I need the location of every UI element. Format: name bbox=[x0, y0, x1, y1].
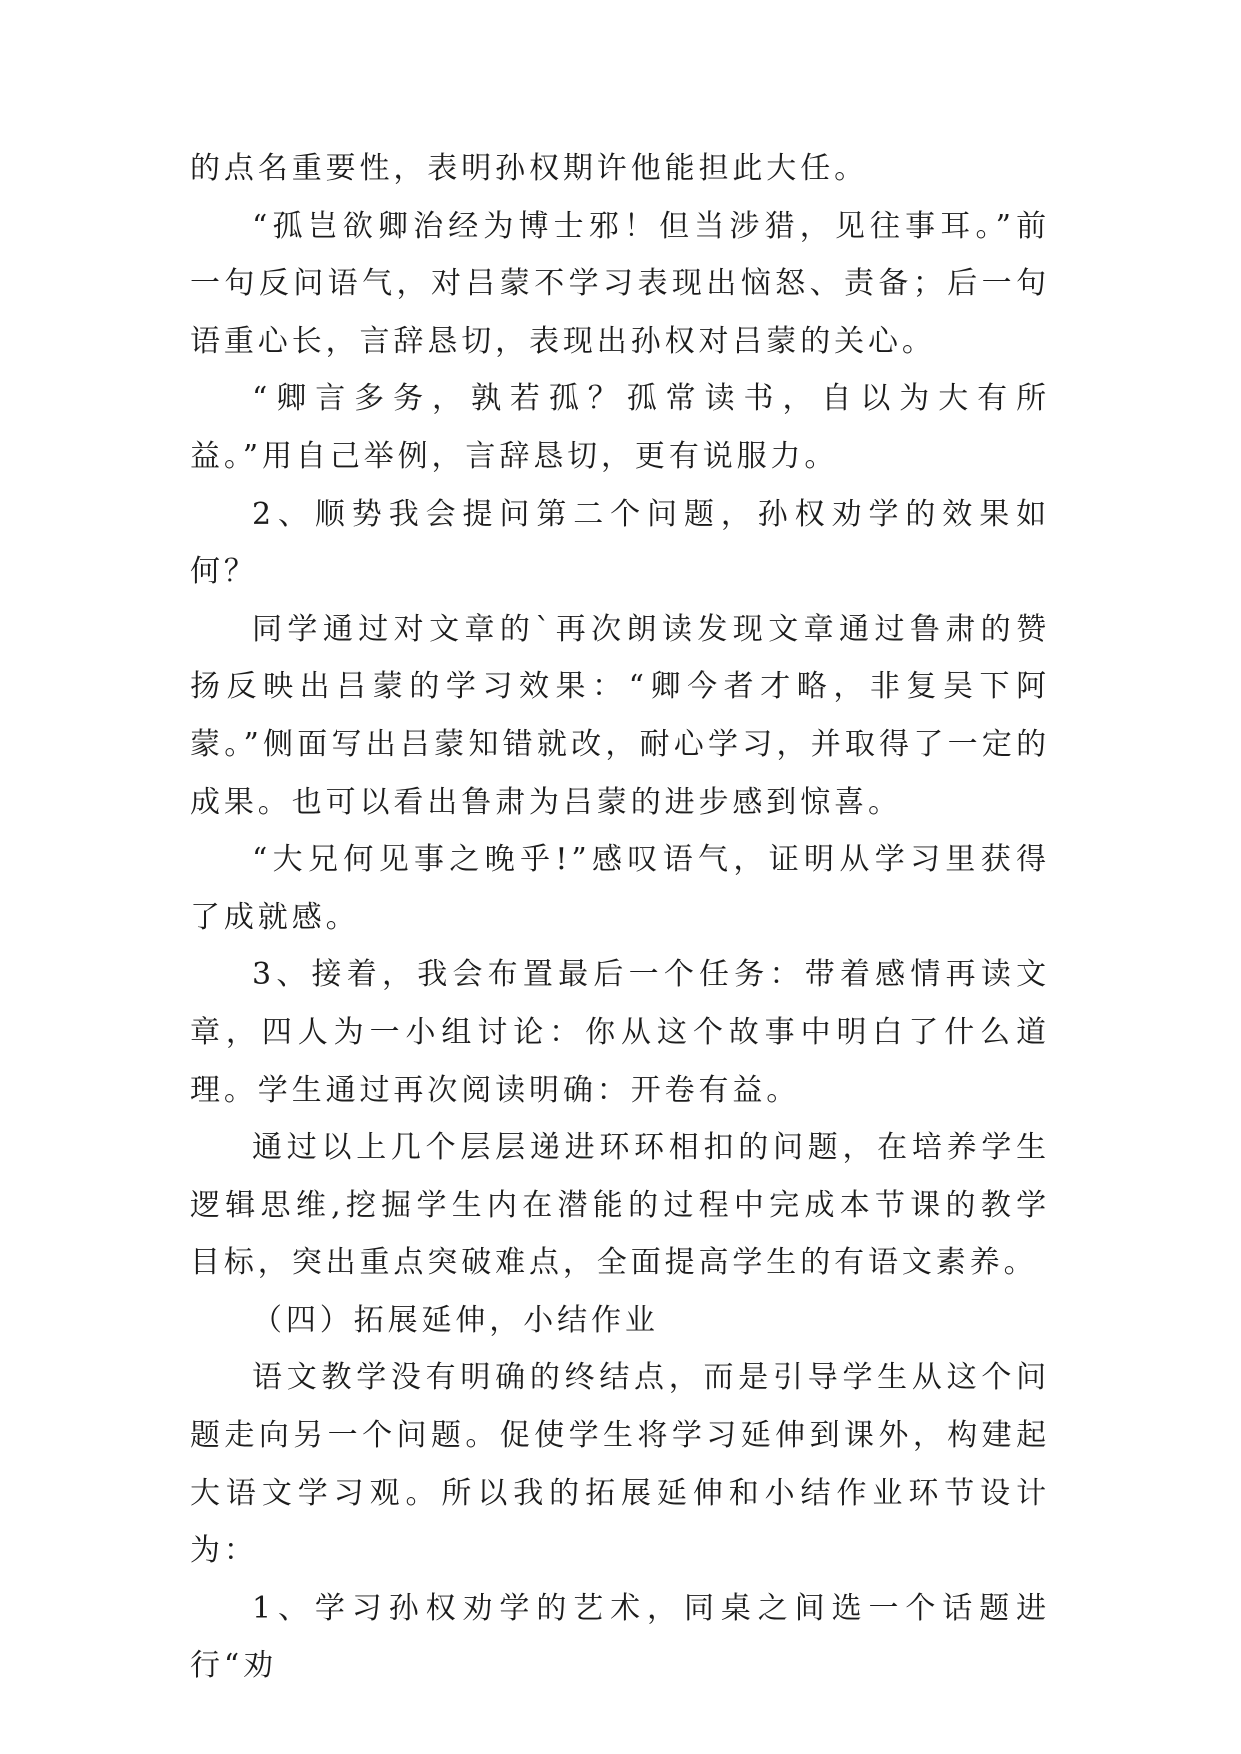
document-page bbox=[190, 140, 1050, 1695]
paragraph-6: “大兄何见事之晚乎!”感叹语气，证明从学习里获得了成就感。 bbox=[190, 842, 1050, 935]
paragraph-11: 1、学习孙权劝学的艺术，同桌之间选一个话题进行“劝 bbox=[190, 1590, 1050, 1684]
paragraph-1: 的点名重要性，表明孙权期许他能担此大任。 bbox=[190, 151, 868, 186]
paragraph-4: 2、顺势我会提问第二个问题，孙权劝学的效果如何？ bbox=[190, 496, 1050, 590]
paragraph-8: 通过以上几个层层递进环环相扣的问题，在培养学生逻辑思维,挖掘学生内在潜能的过程中完成本节课的教学目标，突出重点突破难点，全面提高学生的有语文素养。 bbox=[190, 1130, 1050, 1281]
paragraph-5: 同学通过对文章的`再次朗读发现文章通过鲁肃的赞扬反映出吕蒙的学习效果：“卿今者才略，非复吴下阿蒙。”侧面写出吕蒙知错就改，耐心学习，并取得了一定的成果。也可以看出鲁肃为吕蒙的进步感到惊喜。 bbox=[190, 611, 1050, 820]
paragraph-7: 3、接着，我会布置最后一个任务：带着感情再读文章，四人为一小组讨论：你从这个故事中明白了什么道理。学生通过再次阅读明确：开卷有益。 bbox=[190, 957, 1050, 1108]
paragraph-10: 语文教学没有明确的终结点，而是引导学生从这个问题走向另一个问题。促使学生将学习延伸到课外，构建起大语文学习观。所以我的拓展延伸和小结作业环节设计为： bbox=[190, 1360, 1050, 1569]
paragraph-2: “孤岂欲卿治经为博士邪！但当涉猎，见往事耳。”前一句反问语气，对吕蒙不学习表现出恼怒、责备；后一句语重心长，言辞恳切，表现出孙权对吕蒙的关心。 bbox=[190, 208, 1050, 359]
paragraph-3: “卿言多务，孰若孤？孤常读书，自以为大有所益。”用自己举例，言辞恳切，更有说服力。 bbox=[190, 381, 1050, 474]
section-heading: （四）拓展延伸，小结作业 bbox=[252, 1302, 659, 1338]
